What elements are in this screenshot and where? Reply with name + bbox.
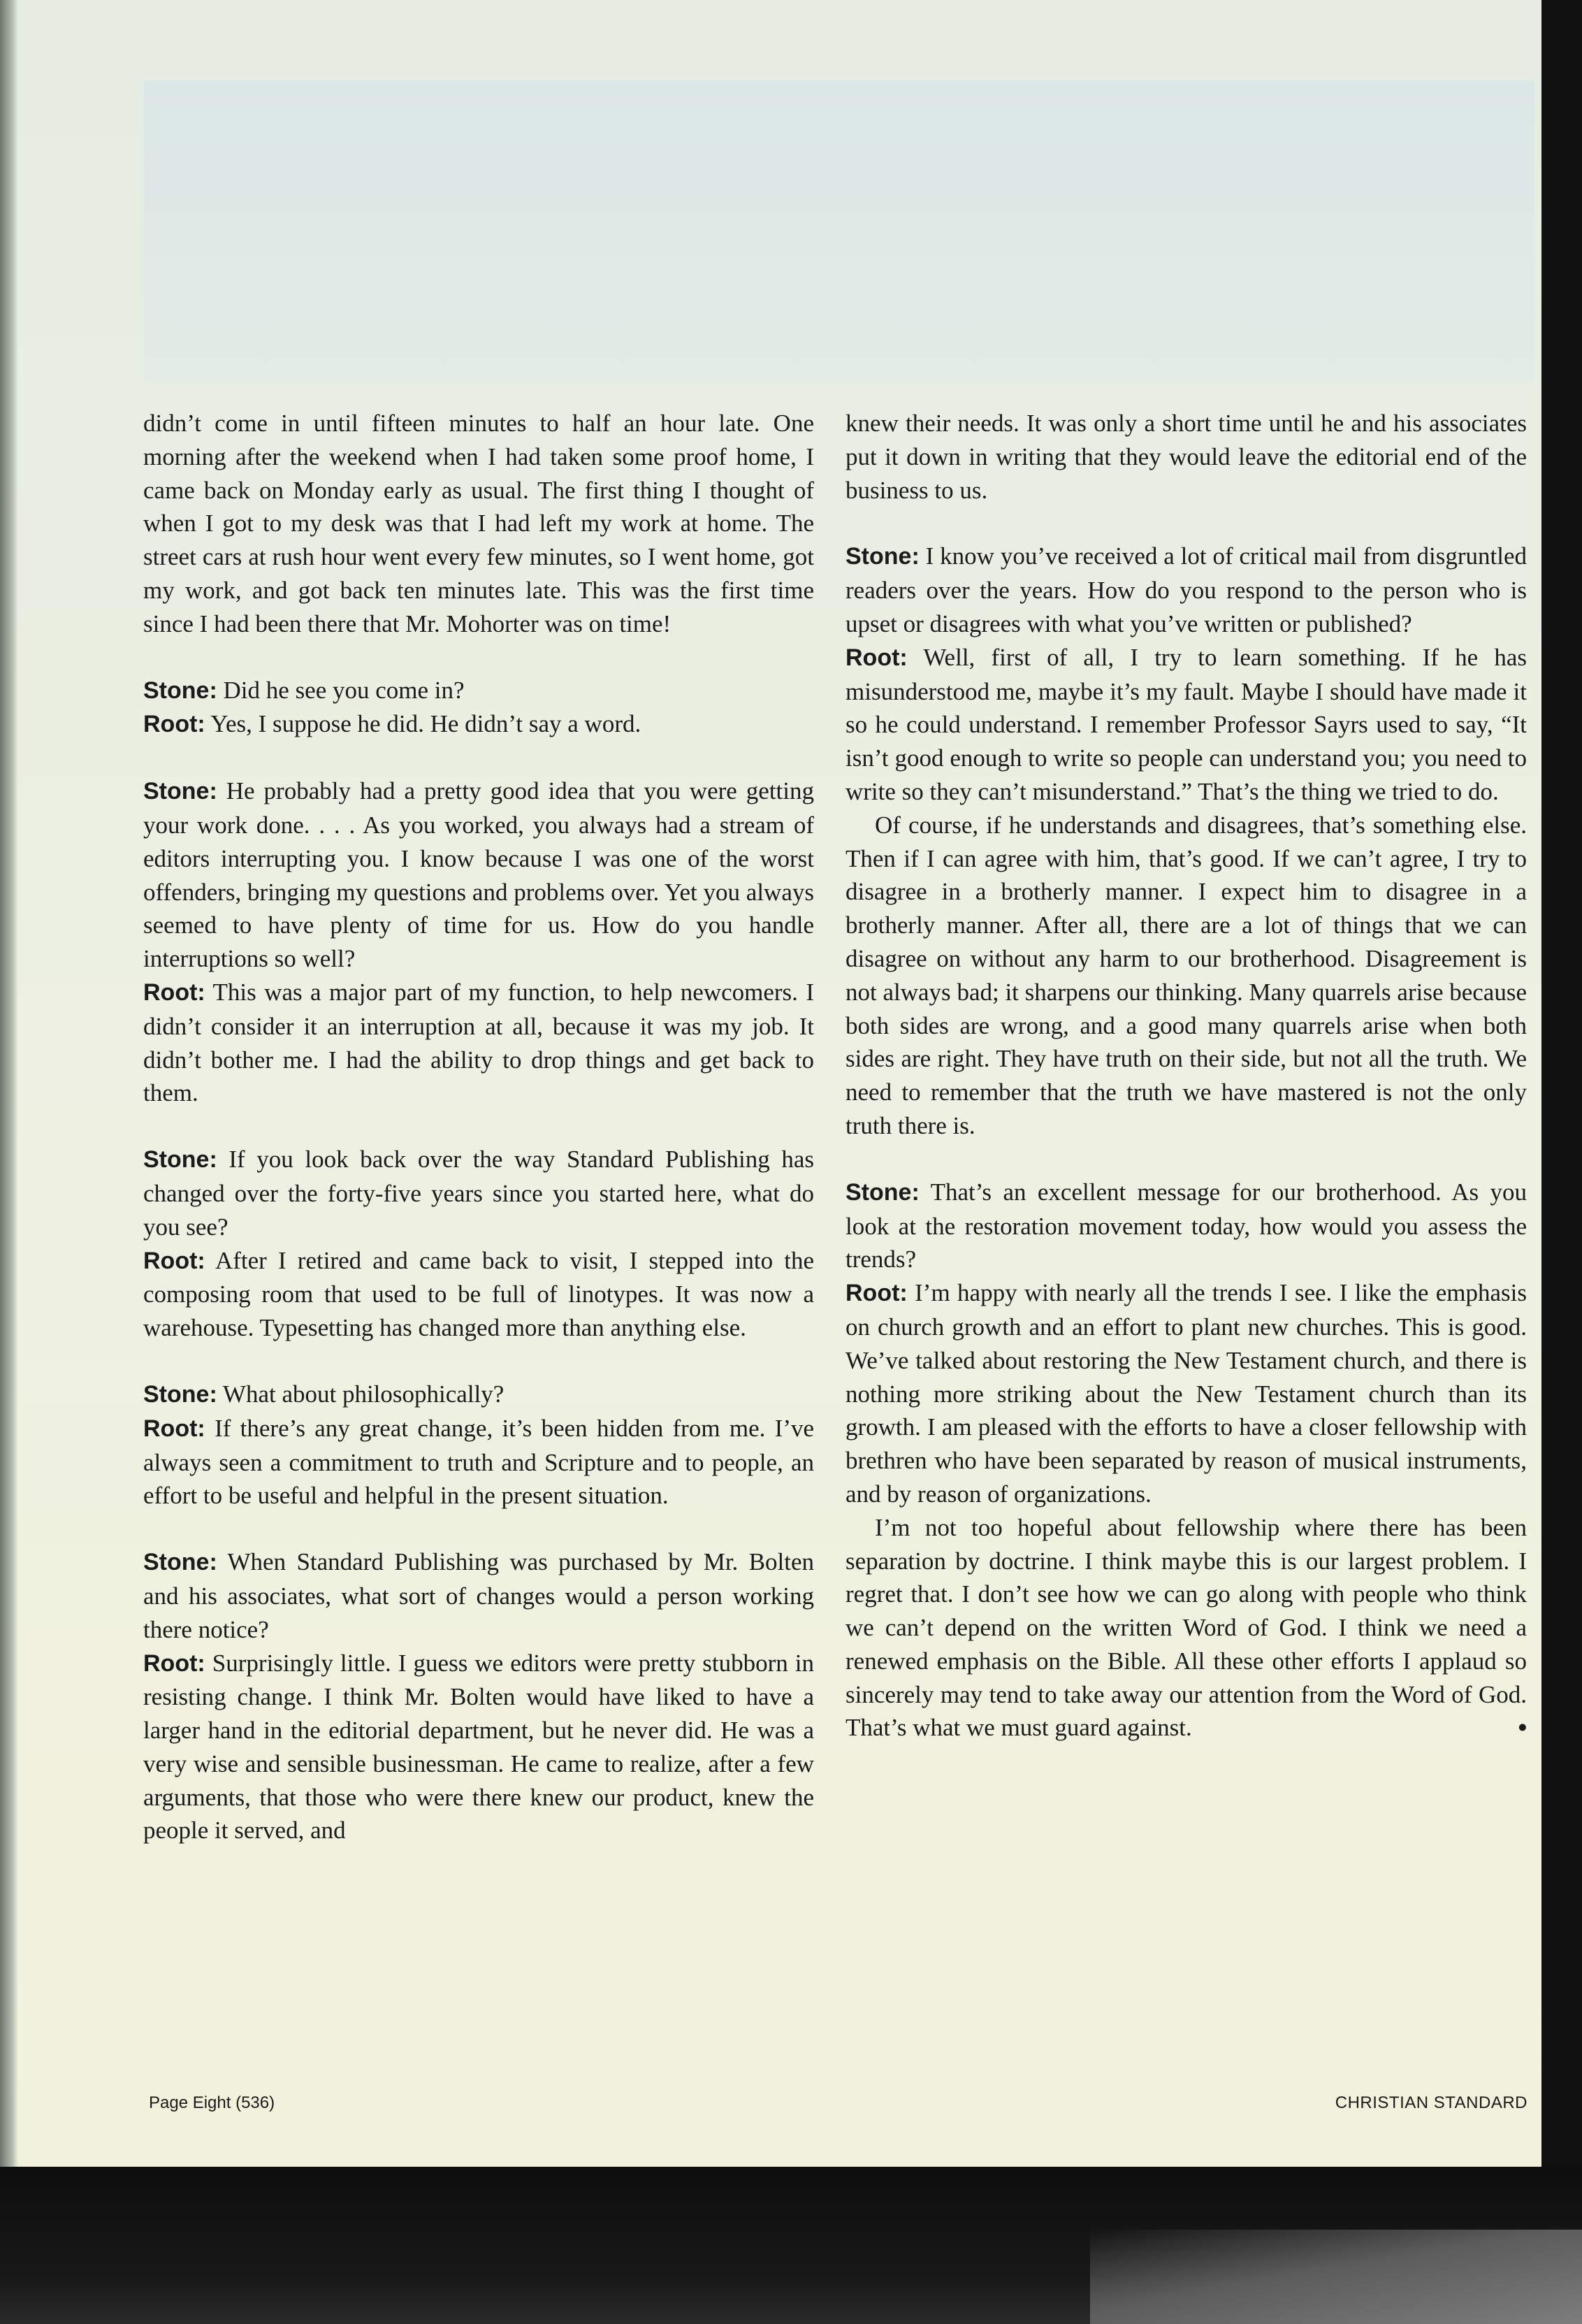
speaker-label: Root: [143, 1650, 205, 1677]
speaker-label: Root: [143, 1247, 205, 1274]
speaker-label: Root: [143, 979, 205, 1006]
interview-paragraph [143, 1545, 814, 1646]
paragraph-text: I know you’ve received a lot of critical mail from disgruntled readers over the years. How do you respond to the person who is upset or disagrees with what you’ve written or published? [846, 542, 1527, 637]
paragraph-text: This was a major part of my function, to help newcomers. I didn’t consider it an interruption at all, because it was my job. It didn’t bother me. I had the ability to drop things and get back to them. [143, 978, 814, 1107]
interview-paragraph [143, 1412, 814, 1513]
speaker-label: Stone: [143, 1380, 217, 1408]
interview-paragraph [846, 407, 1527, 507]
right-text-column [846, 407, 1527, 1745]
speaker-label: Root: [846, 1280, 908, 1307]
interview-paragraph [143, 774, 814, 976]
paragraph-text: Well, first of all, I try to learn something. If he has misunderstood me, maybe it’s my fault. Maybe I should have made it so he could understand. I remember Professor Sayrs used to say, “It isn’t good enough to write so people can understand you; you need to write so they can’t misunderstand.” That’s the thing we tried to do. [846, 643, 1527, 805]
speaker-label: Root: [143, 711, 205, 738]
paragraph-text: After I retired and came back to visit, I stepped into the composing room that used to be full of linotypes. It was now a warehouse. Typesetting has changed more than anything else. [143, 1246, 814, 1342]
speaker-label: Stone: [846, 543, 920, 570]
paragraph-text: If there’s any great change, it’s been hidden from me. I’ve always seen a commitment to truth and Scripture and to people, an effort to be useful and helpful in the present situation. [143, 1414, 815, 1510]
interview-paragraph [143, 1143, 814, 1243]
speaker-label: Stone: [846, 1178, 920, 1206]
paragraph-text: What about philosophically? [222, 1380, 505, 1408]
interview-paragraph [143, 976, 814, 1110]
paragraph-text: didn’t come in until fifteen minutes to half an hour late. One morning after the weekend when I had taken some proof home, I came back on Monday early as usual. The first thing I thought of when I got to my desk was that I had left my work at home. The street cars at rush hour went every few minutes, so I went home, got my work, and got back ten minutes late. This was the first time since I had been there that Mr. Mohorter was on time! [143, 410, 814, 637]
paragraph-text: I’m not too hopeful about fellowship where there has been separation by doctrine. I think maybe this is our largest problem. I regret that. I don’t see how we can go along with people who think we can’t depend on the written Word of God. I think we need a renewed emphasis on the Bible. All these other efforts I applaud so sincerely may tend to take away our attention from the Word of God. That’s what we must guard against. [846, 1513, 1527, 1742]
speaker-label: Stone: [143, 778, 217, 805]
interview-paragraph [846, 1176, 1527, 1276]
left-text-column [143, 407, 814, 1847]
paragraph-text: He probably had a pretty good idea that you were getting your work done. . . . As you worked, you always had a stream of editors interrupting you. I know because I was one of the worst offenders, bringing my questions and problems over. Yet you always seemed to have plenty of time for us. How do you handle interruptions so well? [143, 777, 814, 973]
interview-paragraph [846, 1276, 1527, 1511]
paragraph-text: Of course, if he understands and disagrees, that’s something else. Then if I can agree with him, that’s good. If we can’t agree, I try to disagree in a brotherly manner. I expect him to disagree in a brotherly manner. After all, there are a lot of things that we can disagree on without any harm to our brotherhood. Disagreement is not always bad; it sharpens our thinking. Many quarrels arise because both sides are wrong, and a good many quarrels arise when both sides are right. They have truth on their side, but not all the truth. We need to remember that the truth we have mastered is not the only truth there is. [846, 811, 1527, 1139]
interview-paragraph [846, 641, 1527, 809]
paragraph-text: Did he see you come in? [223, 676, 465, 704]
fabric-corner [1090, 2230, 1582, 2324]
interview-paragraph [846, 540, 1527, 640]
speaker-label: Stone: [143, 1146, 217, 1174]
photo-area [144, 80, 1534, 381]
paragraph-text: When Standard Publishing was purchased by Mr. Bolten and his associates, what sort of changes would a person working there notice? [143, 1548, 814, 1643]
interview-paragraph [846, 809, 1527, 1143]
speaker-label: Stone: [143, 677, 217, 704]
interview-paragraph [143, 1244, 814, 1345]
paragraph-text: Yes, I suppose he did. He didn’t say a word. [210, 710, 641, 738]
paragraph-text: Surprisingly little. I guess we editors were pretty stubborn in resisting change. I think Mr. Bolten would have liked to have a larger hand in the editorial department, but he never did. He was a very wise and sensible businessman. He came to realize, after a few arguments, that those who were there knew our product, knew the people it served, and [143, 1649, 814, 1845]
speaker-label: Root: [846, 644, 908, 671]
interview-paragraph [143, 407, 814, 641]
interview-paragraph [143, 707, 814, 742]
interview-paragraph [143, 674, 814, 708]
paragraph-text: That’s an excellent message for our brotherhood. As you look at the restoration movement today, how would you assess the trends? [846, 1178, 1527, 1273]
paragraph-text: If you look back over the way Standard Publishing has changed over the forty-five years since you started here, what do you see? [143, 1146, 814, 1241]
speaker-label: Root: [143, 1415, 205, 1442]
publication-name: CHRISTIAN STANDARD [1335, 2093, 1527, 2112]
interview-paragraph [143, 1378, 814, 1412]
paragraph-text: I’m happy with nearly all the trends I see. I like the emphasis on church growth and an effort to plant new churches. This is good. We’ve talked about restoring the New Testament church, and there is nothing more striking about the New Testament church than its growth. I am pleased with the efforts to have a closer fellowship with brethren who have been separated by reason of musical instruments, and by reason of organizations. [846, 1279, 1527, 1508]
speaker-label: Stone: [143, 1549, 217, 1576]
end-mark: • [1518, 1714, 1527, 1742]
page-spine-shadow [0, 0, 18, 2167]
interview-paragraph [846, 1511, 1527, 1745]
paragraph-text: knew their needs. It was only a short time until he and his associates put it down in writing that they would leave the editorial end of the business to us. [846, 410, 1527, 504]
interview-paragraph [143, 1647, 814, 1848]
page-number: Page Eight (536) [149, 2093, 275, 2112]
